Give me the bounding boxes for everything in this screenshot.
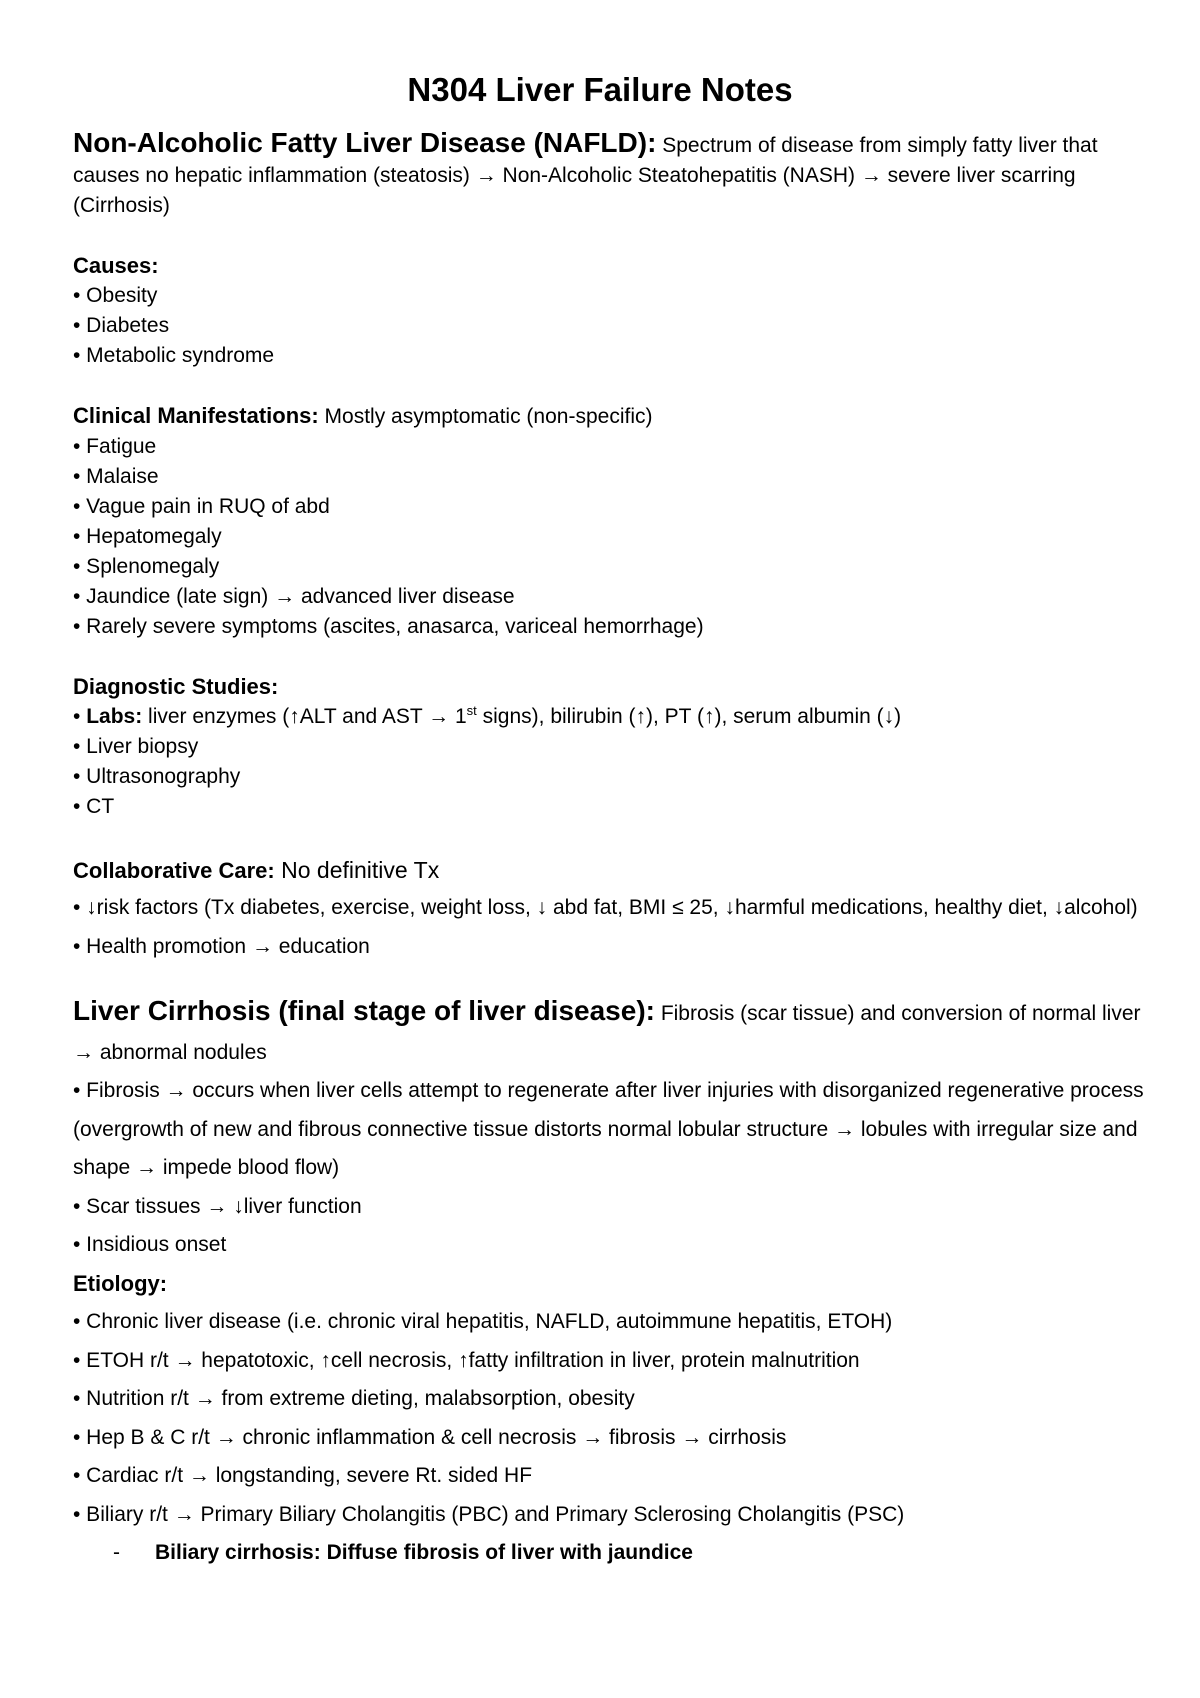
labs-text-rest: signs), bilirubin (↑), PT (↑), serum albumin (↓) — [476, 705, 902, 728]
list-item: • Vague pain in RUQ of abd — [73, 495, 330, 518]
list-item: • ETOH r/t → hepatotoxic, ↑cell necrosis, ↑fatty infiltration in liver, protein malnutrition — [73, 1348, 860, 1372]
labs-superscript: st — [466, 703, 477, 718]
list-item: • Hep B & C r/t → chronic inflammation & cell necrosis → fibrosis → cirrhosis — [73, 1425, 787, 1449]
etiology-block — [73, 1265, 1153, 1573]
page-title: N304 Liver Failure Notes — [407, 71, 793, 108]
cirrhosis-intro: Fibrosis (scar tissue) and conversion of normal liver → abnormal nodules — [73, 1002, 1141, 1064]
nafld-intro: Spectrum of disease from simply fatty liver that causes no hepatic inflammation (steatosis) → Non-Alcoholic Steatohepatitis (NASH) → severe liver scarring (Cirrhosis) — [73, 134, 1098, 217]
document-body — [73, 128, 1153, 1573]
collaborative-care-block — [73, 852, 1153, 966]
cirrhosis-intro-paragraph — [73, 992, 1153, 1072]
collaborative-heading: Collaborative Care: — [73, 858, 275, 883]
list-item: • Cardiac r/t → longstanding, severe Rt. sided HF — [73, 1464, 533, 1487]
diagnostic-studies-block — [73, 672, 1153, 822]
list-item: • Fatigue — [73, 435, 157, 458]
nafld-heading: Non-Alcoholic Fatty Liver Disease (NAFLD): — [73, 127, 657, 158]
cirrhosis-section — [73, 992, 1153, 1573]
diagnostic-heading: Diagnostic Studies: — [73, 674, 279, 699]
clinical-manifestations-block — [73, 401, 1153, 642]
list-item: • Nutrition r/t → from extreme dieting, malabsorption, obesity — [73, 1387, 635, 1410]
collaborative-intro: No definitive Tx — [274, 857, 440, 883]
list-item: • Fibrosis → occurs when liver cells attempt to regenerate after liver injuries with disorganized regenerative process (overgrowth of new and fibrous connective tissue distorts normal lobular structure → lobules with irregular size and shape → impede blood flow) — [73, 1079, 1144, 1179]
list-item: • ↓risk factors (Tx diabetes, exercise, weight loss, ↓ abd fat, BMI ≤ 25, ↓harmful medications, healthy diet, ↓alcohol) — [73, 896, 1138, 919]
labs-bullet: • — [73, 705, 87, 728]
list-item: • Hepatomegaly — [73, 525, 222, 548]
list-item: • Diabetes — [73, 314, 170, 337]
list-item: • Biliary r/t → Primary Biliary Cholangitis (PBC) and Primary Sclerosing Cholangitis (PSC) — [73, 1502, 905, 1526]
nafld-section — [73, 128, 1153, 966]
cirrhosis-heading: Liver Cirrhosis (final stage of liver disease): — [73, 995, 655, 1026]
list-item: • Rarely severe symptoms (ascites, anasarca, variceal hemorrhage) — [73, 615, 704, 638]
labs-text: liver enzymes (↑ALT and AST → 1 — [142, 705, 467, 728]
labs-item — [73, 702, 1153, 732]
list-item: • Chronic liver disease (i.e. chronic viral hepatitis, NAFLD, autoimmune hepatitis, ETOH) — [73, 1310, 893, 1333]
list-item: • CT — [73, 795, 115, 818]
sub-list-item — [73, 1534, 1153, 1573]
dash-marker: - — [113, 1541, 120, 1564]
list-item: • Obesity — [73, 284, 158, 307]
causes-heading: Causes: — [73, 253, 159, 278]
clinical-heading-line — [73, 401, 1153, 432]
list-item: • Malaise — [73, 465, 159, 488]
list-item: • Health promotion → education — [73, 934, 370, 958]
etiology-heading: Etiology: — [73, 1270, 168, 1296]
list-item: • Ultrasonography — [73, 765, 241, 788]
list-item: • Splenomegaly — [73, 555, 220, 578]
list-item: • Liver biopsy — [73, 735, 199, 758]
labs-label: Labs: — [86, 705, 143, 728]
causes-block — [73, 251, 1153, 371]
list-item: • Insidious onset — [73, 1233, 227, 1256]
collaborative-heading-line — [73, 852, 1153, 889]
list-item: • Scar tissues → ↓liver function — [73, 1194, 362, 1218]
list-item: • Jaundice (late sign) → advanced liver disease — [73, 585, 515, 608]
clinical-heading: Clinical Manifestations: — [73, 403, 319, 428]
clinical-intro: Mostly asymptomatic (non-specific) — [318, 405, 653, 428]
sub-list-item-text: Biliary cirrhosis: Diffuse fibrosis of liver with jaundice — [155, 1541, 693, 1564]
nafld-intro-paragraph — [73, 128, 1153, 221]
list-item: • Metabolic syndrome — [73, 344, 275, 367]
